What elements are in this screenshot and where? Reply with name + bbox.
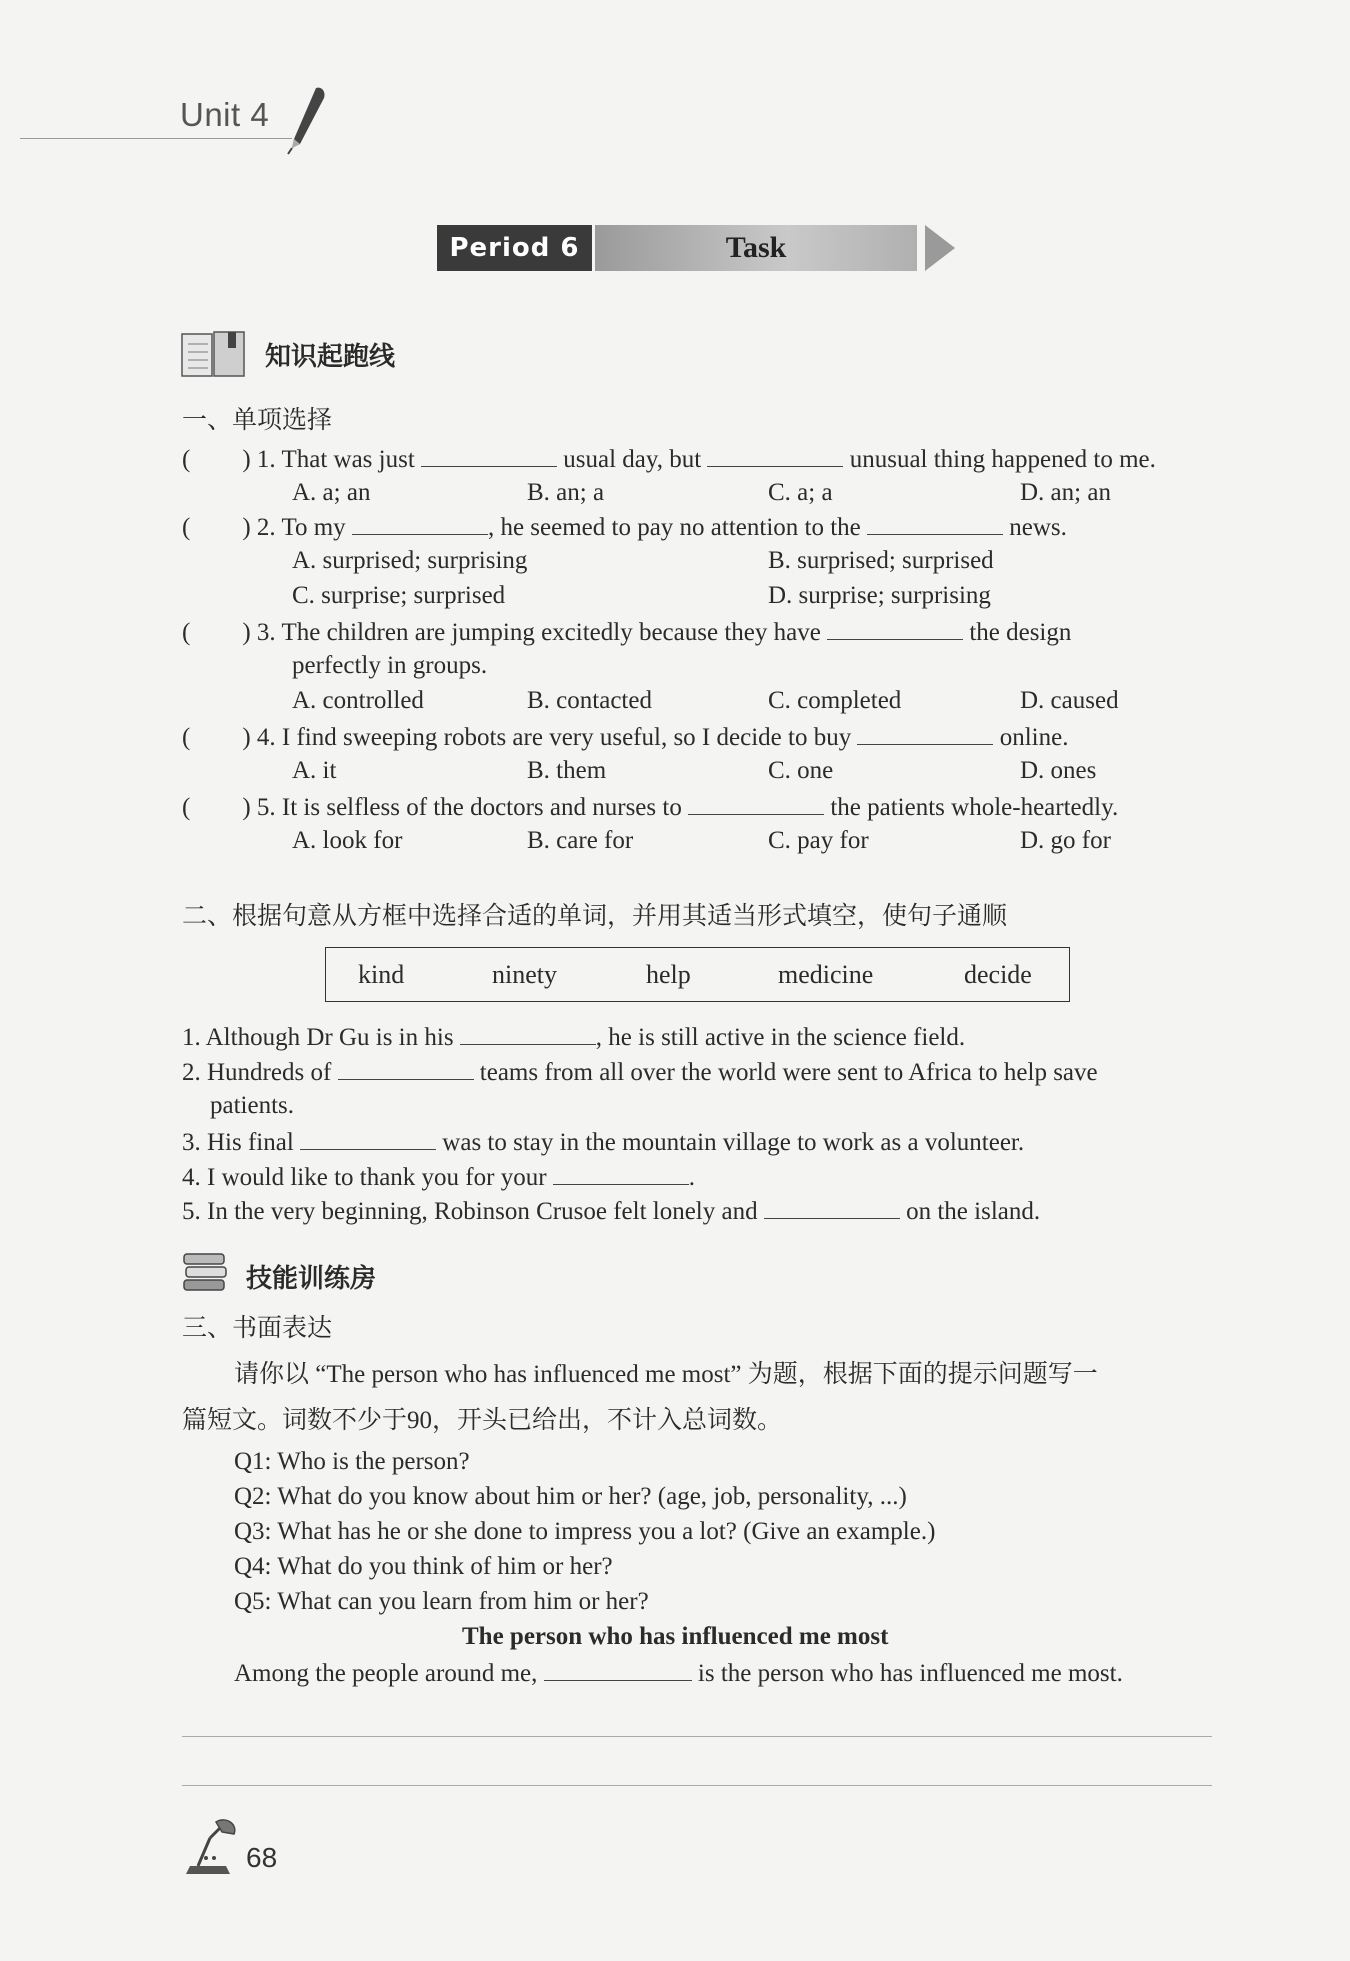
fill-text: 4. I would like to thank you for your	[182, 1164, 547, 1191]
section-title-skills: 技能训练房	[246, 1264, 377, 1294]
period-title: Task	[595, 225, 917, 271]
blank[interactable]	[460, 1022, 596, 1045]
essay-text: Among the people around me,	[234, 1660, 538, 1687]
prompt-question: Q4: What do you think of him or her?	[234, 1553, 613, 1580]
blank[interactable]	[867, 512, 1003, 535]
prompt-question: Q2: What do you know about him or her? (age, job, personality, ...)	[234, 1483, 907, 1510]
essay-title: The person who has influenced me most	[462, 1623, 889, 1650]
blank[interactable]	[553, 1162, 689, 1185]
blank[interactable]	[688, 792, 824, 815]
option[interactable]: C. surprise; surprised	[292, 582, 506, 609]
period-label: Period 6	[437, 225, 592, 271]
blank[interactable]	[352, 512, 488, 535]
option[interactable]: A. look for	[292, 827, 403, 854]
fill-item-4	[182, 1162, 695, 1192]
question-text: unusual thing happened to me.	[849, 446, 1156, 473]
question-text: ) 3. The children are jumping excitedly because they have	[242, 619, 821, 646]
fill-text: 3. His final	[182, 1129, 294, 1156]
answer-paren: (	[182, 724, 191, 751]
question-text: , he seemed to pay no attention to the	[487, 514, 861, 541]
books-stack-icon	[182, 1252, 228, 1294]
pen-icon	[282, 86, 328, 156]
question-text: the design	[969, 619, 1072, 646]
question-3	[182, 617, 1071, 647]
option[interactable]: D. caused	[1020, 687, 1119, 714]
blank[interactable]	[300, 1127, 436, 1150]
option[interactable]: B. surprised; surprised	[768, 547, 994, 574]
option[interactable]: D. ones	[1020, 757, 1097, 784]
question-text: ) 2. To my	[242, 514, 346, 541]
option[interactable]: A. a; an	[292, 479, 371, 506]
essay-start	[234, 1658, 1123, 1688]
option[interactable]: C. completed	[768, 687, 902, 714]
question-1	[182, 444, 1156, 474]
option[interactable]: D. surprise; surprising	[768, 582, 991, 609]
instruction-line-2: 篇短文。词数不少于90，开头已给出，不计入总词数。	[182, 1407, 783, 1434]
answer-line[interactable]	[182, 1736, 1212, 1737]
fill-text: , he is still active in the science field.	[595, 1024, 966, 1051]
word-option: decide	[964, 960, 1032, 989]
question-text: news.	[1009, 514, 1067, 541]
question-continuation: perfectly in groups.	[292, 652, 488, 679]
blank[interactable]	[827, 617, 963, 640]
section-title-knowledge: 知识起跑线	[265, 342, 396, 372]
option[interactable]: A. it	[292, 757, 337, 784]
fill-item-5	[182, 1196, 1040, 1226]
word-box	[325, 947, 1070, 1002]
answer-paren: (	[182, 514, 191, 541]
page-number: 68	[246, 1842, 278, 1873]
prompt-question: Q3: What has he or she done to impress you a lot? (Give an example.)	[234, 1518, 936, 1545]
option[interactable]: A. controlled	[292, 687, 424, 714]
period-banner	[437, 225, 957, 271]
option[interactable]: A. surprised; surprising	[292, 547, 528, 574]
fill-text: 1. Although Dr Gu is in his	[182, 1024, 454, 1051]
answer-line[interactable]	[182, 1785, 1212, 1786]
option[interactable]: B. an; a	[527, 479, 605, 506]
fill-text: teams from all over the world were sent to Africa to help save	[479, 1059, 1098, 1086]
word-option: help	[646, 960, 691, 989]
fill-item-1	[182, 1022, 965, 1052]
lamp-icon	[180, 1818, 242, 1878]
option[interactable]: C. a; a	[768, 479, 833, 506]
question-4	[182, 722, 1068, 752]
fill-text: .	[688, 1164, 696, 1191]
blank[interactable]	[338, 1057, 474, 1080]
fill-text: 2. Hundreds of	[182, 1059, 332, 1086]
word-option: kind	[358, 960, 405, 989]
blank[interactable]	[544, 1658, 692, 1681]
option[interactable]: D. go for	[1020, 827, 1111, 854]
fill-text: on the island.	[906, 1198, 1041, 1225]
option[interactable]: C. one	[768, 757, 834, 784]
fill-item-3	[182, 1127, 1024, 1157]
part2-heading: 二、根据句意从方框中选择合适的单词，并用其适当形式填空，使句子通顺	[182, 901, 1008, 930]
question-text: ) 5. It is selfless of the doctors and nurses to	[242, 794, 682, 821]
question-text: online.	[999, 724, 1069, 751]
answer-paren: (	[182, 794, 191, 821]
fill-text: was to stay in the mountain village to work as a volunteer.	[442, 1129, 1025, 1156]
blank[interactable]	[857, 722, 993, 745]
fill-item-2	[182, 1057, 1098, 1087]
prompt-question: Q5: What can you learn from him or her?	[234, 1588, 649, 1615]
part1-heading: 一、单项选择	[182, 405, 333, 434]
question-2	[182, 512, 1067, 542]
prompt-question: Q1: Who is the person?	[234, 1448, 470, 1475]
question-text: ) 4. I find sweeping robots are very useful, so I decide to buy	[242, 724, 852, 751]
word-option: ninety	[492, 960, 557, 989]
option[interactable]: B. contacted	[527, 687, 652, 714]
answer-paren: (	[182, 446, 191, 473]
header-rule	[20, 138, 292, 139]
question-text: usual day, but	[563, 446, 702, 473]
book-icon	[180, 328, 248, 380]
question-5	[182, 792, 1118, 822]
question-text: ) 1. That was just	[242, 446, 415, 473]
fill-text: 5. In the very beginning, Robinson Crusoe felt lonely and	[182, 1198, 758, 1225]
arrow-icon	[925, 225, 955, 271]
option[interactable]: B. care for	[527, 827, 634, 854]
fill-continuation: patients.	[210, 1092, 295, 1119]
option[interactable]: C. pay for	[768, 827, 869, 854]
instruction-line-1: 请你以 “The person who has influenced me most” 为题，根据下面的提示问题写一	[234, 1361, 1098, 1388]
blank[interactable]	[764, 1196, 900, 1219]
question-text: the patients whole-heartedly.	[830, 794, 1119, 821]
unit-title: Unit 4	[180, 96, 270, 133]
blank[interactable]	[707, 444, 843, 467]
option[interactable]: D. an; an	[1020, 479, 1111, 506]
essay-text: is the person who has influenced me most.	[697, 1660, 1123, 1687]
option[interactable]: B. them	[527, 757, 607, 784]
answer-paren: (	[182, 619, 191, 646]
blank[interactable]	[421, 444, 557, 467]
part3-heading: 三、书面表达	[182, 1313, 333, 1342]
word-option: medicine	[778, 960, 874, 989]
